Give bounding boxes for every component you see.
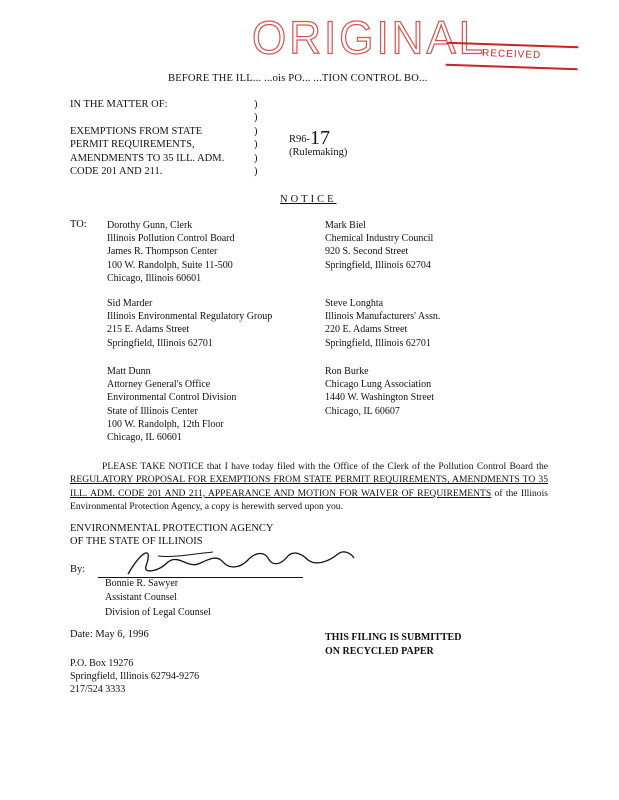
address-line: Chicago Lung Association <box>325 379 432 391</box>
address-line: State of Illinois Center <box>107 405 198 417</box>
matter-line: PERMIT REQUIREMENTS, <box>70 139 195 151</box>
body-intro: PLEASE TAKE NOTICE that I have today filed with the Office of the Clerk of the Pollution Control Board the <box>102 461 548 472</box>
address-line: Dorothy Gunn, Clerk <box>107 220 193 231</box>
address-line: Chicago, IL 60601 <box>107 432 182 444</box>
docket-handwritten-number: 17 <box>310 127 330 149</box>
signer-title: Assistant Counsel <box>105 592 177 604</box>
docket-number <box>289 127 348 159</box>
paren: ) <box>254 112 258 124</box>
filing-date: Date: May 6, 1996 <box>70 629 149 640</box>
recipient-address <box>107 365 236 444</box>
recipient-address <box>107 297 272 350</box>
recipient-address <box>325 219 433 272</box>
signer-block <box>105 577 211 620</box>
signer-name: Bonnie R. Sawyer <box>105 578 179 589</box>
address-line: P.O. Box 19276 <box>70 658 134 669</box>
matter-line: AMENDMENTS TO 35 ILL. ADM. <box>70 152 225 164</box>
agency-line: OF THE STATE OF ILLINOIS <box>70 536 203 548</box>
body-filing-title: REGULATORY PROPOSAL FOR EXEMPTIONS FROM STATE PERMIT REQUIREMENTS, AMENDMENTS TO 35 ILL. ADM. CODE 201 AND 211, APPEARANCE AND MOTION FOR WAIVER OF REQUIREMENTS <box>70 474 548 499</box>
caption-parens <box>254 98 258 178</box>
matter-line: IN THE MATTER OF: <box>70 99 168 110</box>
paren: ) <box>254 165 258 177</box>
paren: ) <box>254 152 258 164</box>
address-line: 1440 W. Washington Street <box>325 392 435 404</box>
received-stamp <box>446 42 579 71</box>
address-line: Chicago, Illinois 60601 <box>107 272 202 284</box>
address-line: Attorney General's Office <box>107 379 211 391</box>
filing-note-line: THIS FILING IS SUBMITTED <box>325 632 462 643</box>
recipient-address <box>325 297 440 350</box>
address-line: Chicago, IL 60607 <box>325 405 400 417</box>
board-heading: BEFORE THE ILL... ...ois PO... ...TION CONTROL BO... <box>168 73 428 84</box>
address-line: Illinois Manufacturers' Assn. <box>325 311 441 323</box>
notice-title: NOTICE <box>280 194 337 205</box>
agency-line: ENVIRONMENTAL PROTECTION AGENCY <box>70 523 274 534</box>
address-line: Illinois Environmental Regulatory Group <box>107 311 273 323</box>
address-line: 100 W. Randolph, 12th Floor <box>107 418 224 430</box>
address-line: Chemical Industry Council <box>325 233 434 245</box>
received-stamp-label: RECEIVED <box>481 47 542 62</box>
address-line: 220 E. Adams Street <box>325 324 408 336</box>
docket-type: (Rulemaking) <box>289 147 348 158</box>
matter-line: EXEMPTIONS FROM STATE <box>70 125 203 137</box>
paren: ) <box>254 139 258 151</box>
address-line: Steve Longhta <box>325 298 384 309</box>
signer-division: Division of Legal Counsel <box>105 606 211 618</box>
address-line: James R. Thompson Center <box>107 246 218 258</box>
address-line: Springfield, Illinois 62701 <box>107 337 213 349</box>
matter-line <box>70 111 224 124</box>
matter-caption <box>70 98 224 178</box>
matter-line: CODE 201 AND 211. <box>70 165 163 177</box>
by-label: By: <box>70 564 86 575</box>
address-line: Mark Biel <box>325 220 366 231</box>
address-line: Springfield, Illinois 62701 <box>325 337 431 349</box>
filing-note-line: ON RECYCLED PAPER <box>325 646 434 657</box>
docket-prefix: R96- <box>289 134 310 145</box>
address-line: 215 E. Adams Street <box>107 324 190 336</box>
address-line: Illinois Pollution Control Board <box>107 233 235 245</box>
address-line: Environmental Control Division <box>107 392 237 404</box>
paren: ) <box>254 99 258 110</box>
to-label: TO: <box>70 219 87 230</box>
body-outro: of the Illinois Environmental Protection Agency, a copy is herewith served upon you. <box>70 487 549 513</box>
paren: ) <box>254 125 258 137</box>
agency-address <box>70 657 199 697</box>
recycled-paper-note <box>325 631 461 659</box>
address-line: 100 W. Randolph, Suite 11-500 <box>107 259 233 271</box>
address-line: Matt Dunn <box>107 366 151 377</box>
notice-body <box>70 460 548 514</box>
address-line: Ron Burke <box>325 366 369 377</box>
address-line: Springfield, Illinois 62794-9276 <box>70 671 200 683</box>
recipient-address <box>325 365 434 418</box>
recipient-address <box>107 219 235 285</box>
address-line: 217/524 3333 <box>70 684 126 696</box>
address-line: Springfield, Illinois 62704 <box>325 259 431 271</box>
address-line: Sid Marder <box>107 298 153 309</box>
address-line: 920 S. Second Street <box>325 246 409 258</box>
original-stamp: ORIGINAL <box>252 12 487 65</box>
